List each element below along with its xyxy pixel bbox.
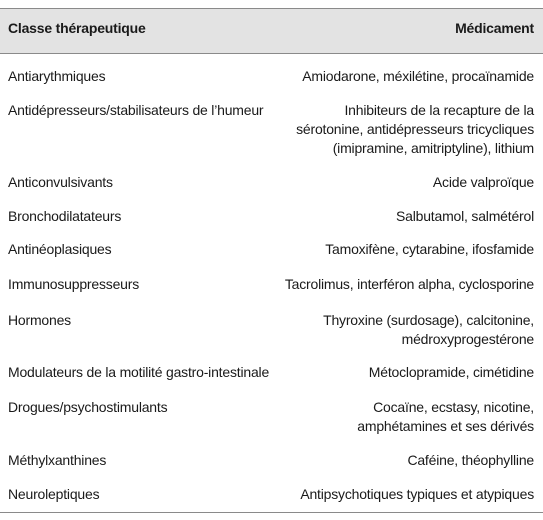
row-medication: Amiodarone, méxilétine, procaïnamide bbox=[302, 68, 534, 84]
row-medication: Antipsychotiques typiques et atypiques bbox=[300, 486, 534, 502]
row-medication: Inhibiteurs de la recapture de la sérotonine, antidépresseurs tricycliques (imipramine, amitriptyline), lithium bbox=[296, 102, 534, 156]
row-class: Antinéoplasiques bbox=[8, 241, 112, 257]
row-class: Modulateurs de la motilité gastro-intestinale bbox=[8, 364, 270, 380]
row-class: Hormones bbox=[8, 312, 71, 328]
header-rule bbox=[0, 53, 543, 54]
row-class: Bronchodilatateurs bbox=[8, 208, 122, 224]
row-class: Antidépresseurs/stabilisateurs de l’humeur bbox=[8, 102, 264, 118]
row-class: Méthylxanthines bbox=[8, 452, 107, 468]
row-class: Drogues/psychostimulants bbox=[8, 399, 168, 415]
row-medication: Tacrolimus, interféron alpha, cyclosporine bbox=[284, 276, 534, 292]
row-medication: Thyroxine (surdosage), calcitonine, médroxyprogestérone bbox=[323, 312, 534, 347]
row-medication: Salbutamol, salmétérol bbox=[396, 208, 534, 224]
row-medication: Tamoxifène, cytarabine, ifosfamide bbox=[325, 241, 534, 257]
row-medication: Acide valproïque bbox=[432, 174, 534, 190]
row-class: Immunosuppresseurs bbox=[8, 276, 140, 292]
row-class: Neuroleptiques bbox=[8, 486, 100, 502]
row-class: Anticonvulsivants bbox=[8, 174, 113, 190]
bottom-rule bbox=[0, 512, 543, 513]
header-medication: Médicament bbox=[455, 20, 534, 36]
row-medication: Caféine, théophylline bbox=[407, 452, 534, 468]
header-therapeutic-class: Classe thérapeutique bbox=[8, 20, 146, 36]
row-medication: Métoclopramide, cimétidine bbox=[368, 364, 534, 380]
row-medication: Cocaïne, ecstasy, nicotine, amphétamines et ses dérivés bbox=[357, 399, 534, 434]
row-class: Antiarythmiques bbox=[8, 68, 106, 84]
